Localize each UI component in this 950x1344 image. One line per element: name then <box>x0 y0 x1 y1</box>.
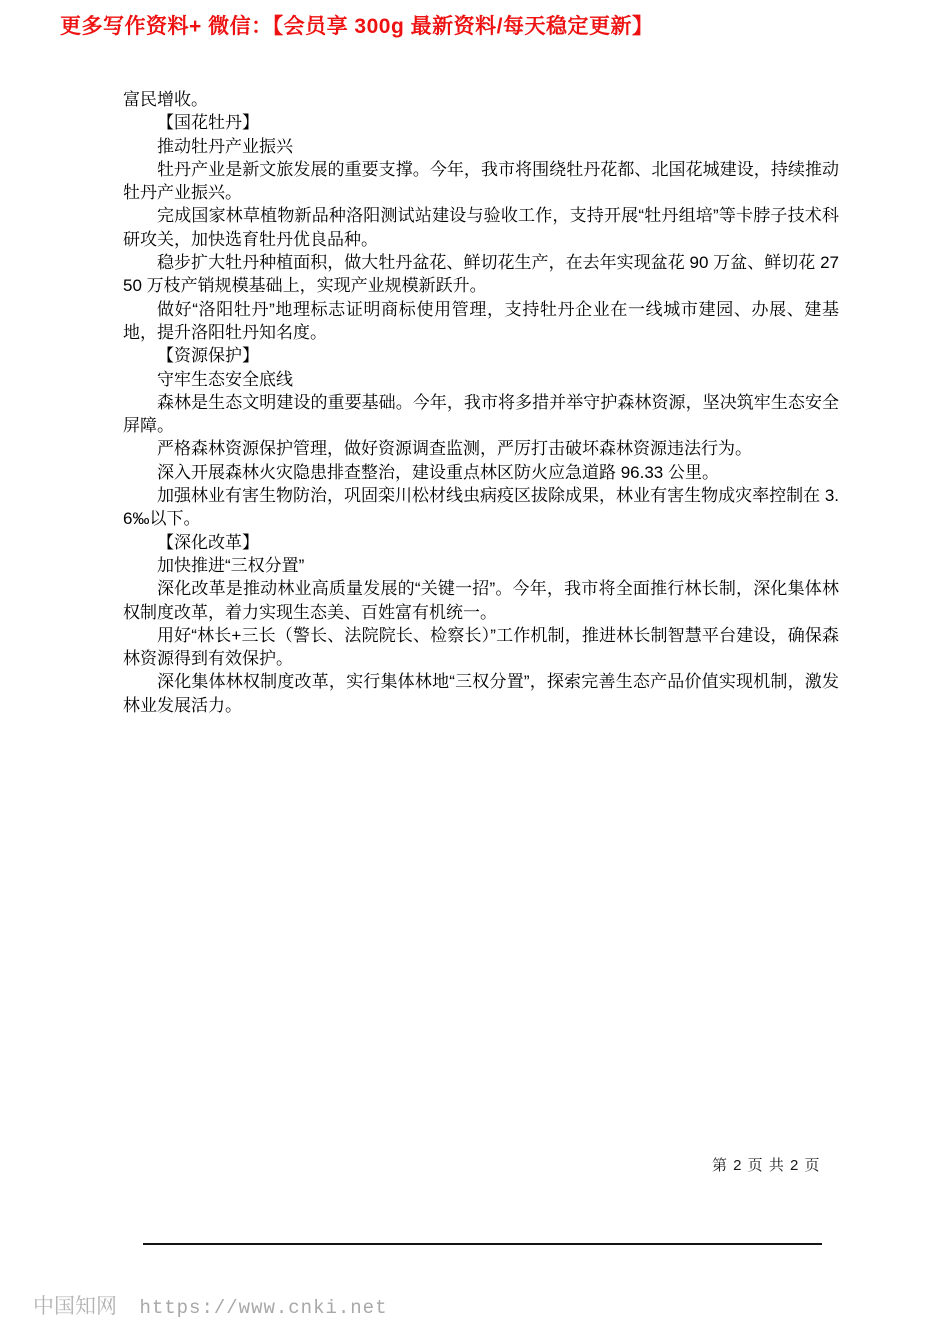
paragraph: 深化改革是推动林业高质量发展的“关键一招”。今年，我市将全面推行林长制，深化集体林权制度改革，着力实现生态美、百姓富有机统一。 <box>123 579 839 622</box>
cnki-site-url: https://www.cnki.net <box>139 1297 388 1319</box>
paragraph: 做好“洛阳牡丹”地理标志证明商标使用管理，支持牡丹企业在一线城市建园、办展、建基地，提升洛阳牡丹知名度。 <box>123 299 839 342</box>
paragraph: 森林是生态文明建设的重要基础。今年，我市将多措并举守护森林资源，坚决筑牢生态安全屏障。 <box>123 392 839 436</box>
paragraph: 富民增收。 <box>123 90 208 109</box>
paragraph: 牡丹产业是新文旅发展的重要支撑。今年，我市将围绕牡丹花都、北国花城建设，持续推动牡丹产业振兴。 <box>123 159 839 203</box>
paragraph: 深化集体林权制度改革，实行集体林地“三权分置”，探索完善生态产品价值实现机制，激发林业发展活力。 <box>123 672 839 715</box>
section-heading: 【深化改革】 <box>157 532 259 552</box>
page-number: 第 2 页 共 2 页 <box>712 1157 821 1174</box>
section-heading: 【资源保护】 <box>157 346 259 366</box>
paragraph: 严格森林资源保护管理，做好资源调查监测，严厉打击破坏森林资源违法行为。 <box>157 439 752 459</box>
paragraph: 稳步扩大牡丹种植面积，做大牡丹盆花、鲜切花生产，在去年实现盆花 90 万盆、鲜切花 2750 万枝产销规模基础上，实现产业规模新跃升。 <box>123 253 839 296</box>
paragraph: 加强林业有害生物防治，巩固栾川松材线虫病疫区拔除成果，林业有害生物成灾率控制在 3.6‰以下。 <box>123 486 839 529</box>
cnki-watermark <box>33 1290 388 1320</box>
promo-header-text: 更多写作资料+ 微信：【会员享 300g 最新资料/每天稳定更新】 <box>60 15 654 38</box>
footer-divider-line <box>143 1243 822 1245</box>
paragraph: 深入开展森林火灾隐患排查整治，建设重点林区防火应急道路 96.33 公里。 <box>157 462 719 482</box>
section-subheading: 推动牡丹产业振兴 <box>157 136 293 156</box>
document-body <box>123 88 839 717</box>
section-subheading: 守牢生态安全底线 <box>157 369 293 389</box>
paragraph: 用好“林长+三长（警长、法院院长、检察长）”工作机制，推进林长制智慧平台建设，确保森林资源得到有效保护。 <box>123 625 839 669</box>
section-heading: 【国花牡丹】 <box>157 113 259 133</box>
paragraph: 完成国家林草植物新品种洛阳测试站建设与验收工作，支持开展“牡丹组培”等卡脖子技术科研攻关，加快选育牡丹优良品种。 <box>123 206 839 249</box>
section-subheading: 加快推进“三权分置” <box>157 555 305 575</box>
cnki-site-name: 中国知网 <box>33 1294 117 1318</box>
